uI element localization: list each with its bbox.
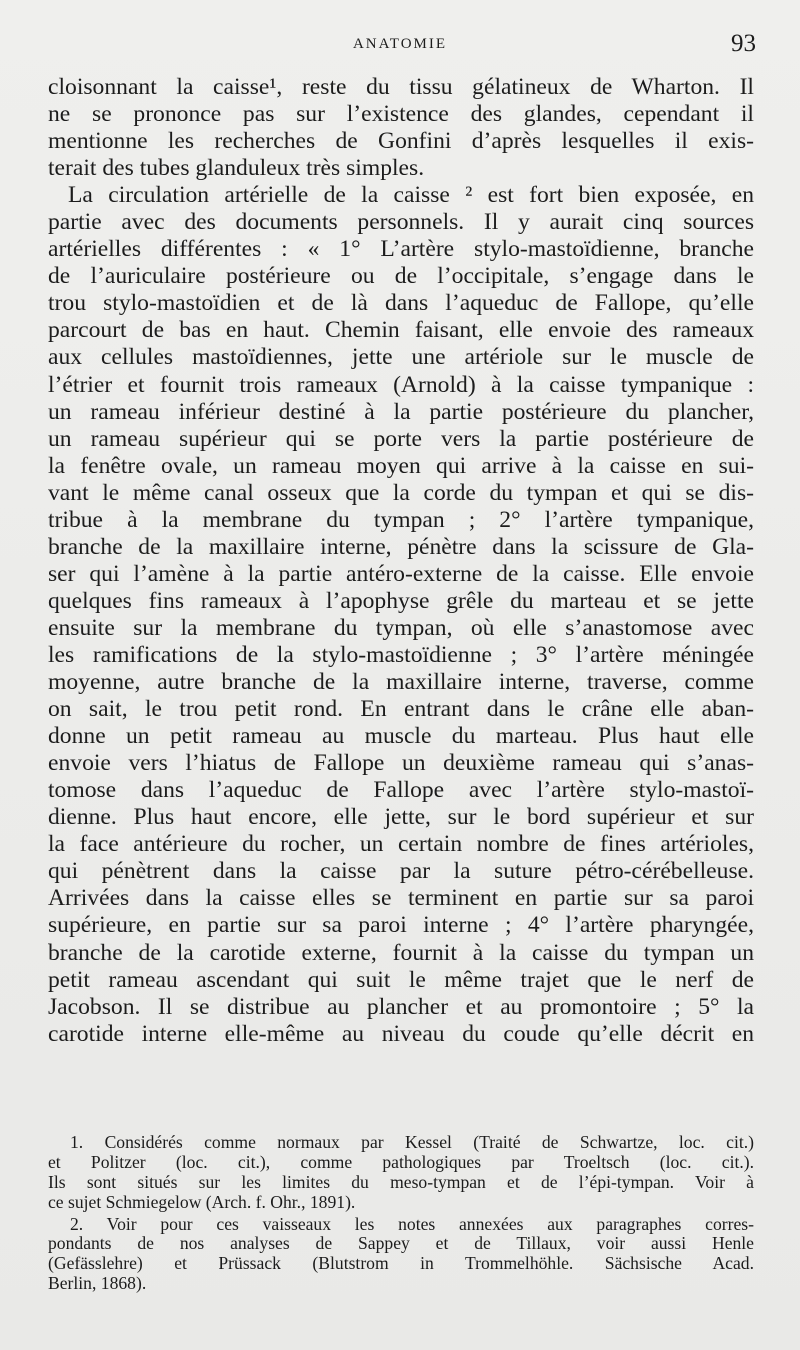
footnote-line: Ils sont situés sur les limites du meso-tympan et de l’épi-tympan. Voir à: [48, 1172, 754, 1192]
text-line: l’étrier et fournit trois rameaux (Arnold) à la caisse tympanique :: [48, 371, 754, 398]
text-line: qui pénètrent dans la caisse par la suture pétro-cérébelleuse.: [48, 858, 754, 885]
text-line: tomose dans l’aqueduc de Fallope avec l’artère stylo-mastoï-: [48, 777, 754, 804]
text-line: petit rameau ascendant qui suit le même trajet que le nerf de: [48, 966, 754, 993]
text-line: mentionne les recherches de Gonfini d’après lesquelles il exis-: [48, 128, 754, 155]
text-line: dienne. Plus haut encore, elle jette, sur le bord supérieur et sur: [48, 804, 754, 831]
text-line: moyenne, autre branche de la maxillaire interne, traverse, comme: [48, 669, 754, 696]
text-line: parcourt de bas en haut. Chemin faisant, elle envoie des rameaux: [48, 317, 754, 344]
text-line: de l’auriculaire postérieure ou de l’occipitale, s’engage dans le: [48, 263, 754, 290]
text-line: ne se prononce pas sur l’existence des glandes, cependant il: [48, 101, 754, 128]
text-line: Arrivées dans la caisse elles se terminent en partie sur sa paroi: [48, 885, 754, 912]
body-text: [48, 74, 754, 1048]
text-line: partie avec des documents personnels. Il y aurait cinq sources: [48, 209, 754, 236]
footnote-line: pondants de nos analyses de Sappey et de Tillaux, voir aussi Henle: [48, 1234, 754, 1254]
text-line: terait des tubes glanduleux très simples.: [48, 155, 425, 182]
text-line: vant le même canal osseux que la corde du tympan et qui se dis-: [48, 479, 754, 506]
text-line: on sait, le trou petit rond. En entrant dans le crâne elle aban-: [48, 696, 754, 723]
footnotes: [48, 1133, 754, 1294]
footnote-line: et Politzer (loc. cit.), comme pathologiques par Troeltsch (loc. cit.).: [48, 1152, 754, 1172]
text-line: ser qui l’amène à la partie antéro-externe de la caisse. Elle envoie: [48, 560, 754, 587]
text-line: artérielles différentes : « 1° L’artère stylo-mastoïdienne, branche: [48, 236, 754, 263]
text-line: trou stylo-mastoïdien et de là dans l’aqueduc de Fallope, qu’elle: [48, 290, 754, 317]
text-line: quelques fins rameaux à l’apophyse grêle du marteau et se jette: [48, 587, 754, 614]
page-number: 93: [731, 30, 756, 57]
text-line: La circulation artérielle de la caisse ² est fort bien exposée, en: [68, 182, 754, 209]
footnote-line: 1. Considérés comme normaux par Kessel (Traité de Schwartze, loc. cit.): [70, 1133, 754, 1152]
footnote-line: (Gefässlehre) et Prüssack (Blutstrom in Trommelhöhle. Sächsische Acad.: [48, 1254, 754, 1274]
text-line: la face antérieure du rocher, un certain nombre de fines artérioles,: [48, 831, 754, 858]
footnote-2: [48, 1215, 754, 1295]
footnote-1: [48, 1133, 754, 1213]
footnote-line: ce sujet Schmiegelow (Arch. f. Ohr., 1891).: [48, 1192, 356, 1212]
running-title: ANATOMIE: [352, 36, 448, 52]
text-line: donne un petit rameau au muscle du marteau. Plus haut elle: [48, 723, 754, 750]
text-line: ensuite sur la membrane du tympan, où elle s’anastomose avec: [48, 614, 754, 641]
text-line: envoie vers l’hiatus de Fallope un deuxième rameau qui s’anas-: [48, 750, 754, 777]
text-line: la fenêtre ovale, un rameau moyen qui arrive à la caisse en sui-: [48, 452, 754, 479]
text-line: un rameau supérieur qui se porte vers la partie postérieure de: [48, 425, 754, 452]
text-line: Jacobson. Il se distribue au plancher et au promontoire ; 5° la: [48, 993, 754, 1020]
text-line: supérieure, en partie sur sa paroi interne ; 4° l’artère pharyngée,: [48, 912, 754, 939]
text-line: les ramifications de la stylo-mastoïdienne ; 3° l’artère méningée: [48, 641, 754, 668]
text-line: un rameau inférieur destiné à la partie postérieure du plancher,: [48, 398, 754, 425]
footnote-line: Berlin, 1868).: [48, 1274, 147, 1294]
text-line: tribue à la membrane du tympan ; 2° l’artère tympanique,: [48, 506, 754, 533]
text-line: cloisonnant la caisse¹, reste du tissu gélatineux de Wharton. Il: [48, 74, 754, 100]
text-line: carotide interne elle-même au niveau du coude qu’elle décrit en: [48, 1020, 754, 1047]
text-line: branche de la maxillaire interne, pénètre dans la scissure de Gla-: [48, 533, 754, 560]
footnote-line: 2. Voir pour ces vaisseaux les notes annexées aux paragraphes corres-: [70, 1214, 754, 1234]
text-line: aux cellules mastoïdiennes, jette une artériole sur le muscle de: [48, 344, 754, 371]
text-line: branche de la carotide externe, fournit à la caisse du tympan un: [48, 939, 754, 966]
